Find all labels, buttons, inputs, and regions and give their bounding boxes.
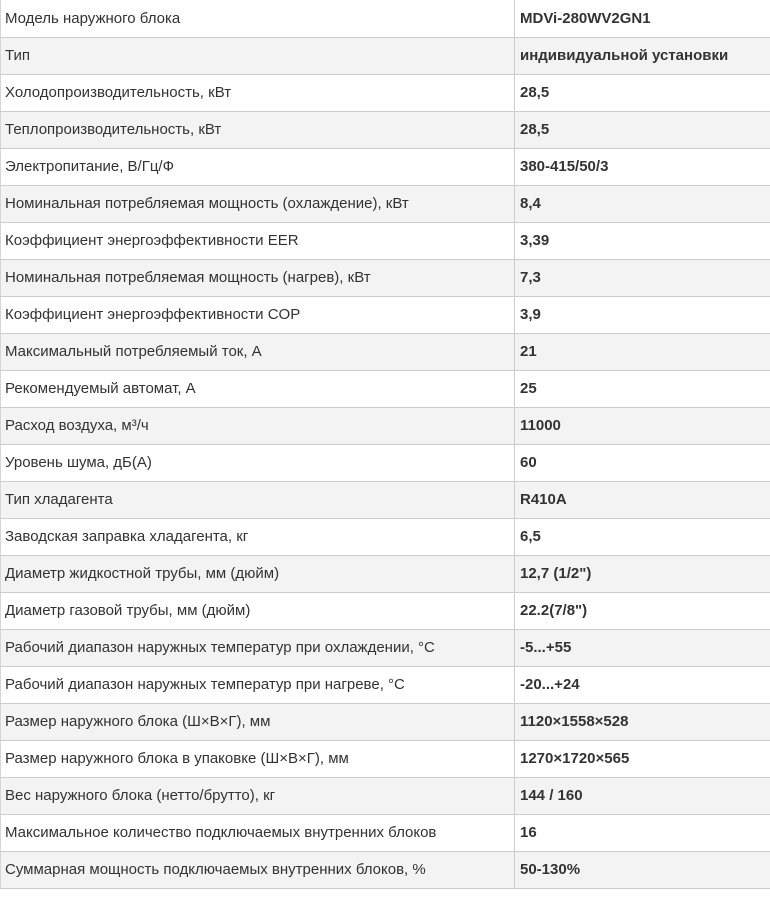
row-value: 12,7 (1/2") [515, 555, 770, 592]
row-value: 380-415/50/3 [515, 148, 770, 185]
row-value: 8,4 [515, 185, 770, 222]
row-value: 50-130% [515, 851, 770, 888]
row-value: MDVi-280WV2GN1 [515, 0, 770, 37]
table-row [1, 740, 770, 777]
row-value: -5...+55 [515, 629, 770, 666]
row-value: 7,3 [515, 259, 770, 296]
table-row [1, 481, 770, 518]
row-value: R410A [515, 481, 770, 518]
spec-table-body [1, 0, 770, 888]
table-row [1, 777, 770, 814]
row-label: Диаметр жидкостной трубы, мм (дюйм) [1, 555, 515, 592]
table-row [1, 555, 770, 592]
row-value: 16 [515, 814, 770, 851]
row-label: Максимальный потребляемый ток, А [1, 333, 515, 370]
table-row [1, 370, 770, 407]
row-value: -20...+24 [515, 666, 770, 703]
row-label: Заводская заправка хладагента, кг [1, 518, 515, 555]
table-row [1, 37, 770, 74]
row-value: 144 / 160 [515, 777, 770, 814]
row-value: 3,9 [515, 296, 770, 333]
row-label: Диаметр газовой трубы, мм (дюйм) [1, 592, 515, 629]
table-row [1, 666, 770, 703]
row-label: Максимальное количество подключаемых внутренних блоков [1, 814, 515, 851]
row-value: 22.2(7/8") [515, 592, 770, 629]
row-label: Теплопроизводительность, кВт [1, 111, 515, 148]
row-label: Коэффициент энергоэффективности EER [1, 222, 515, 259]
row-label: Коэффициент энергоэффективности COP [1, 296, 515, 333]
row-value: 6,5 [515, 518, 770, 555]
table-row [1, 148, 770, 185]
table-row [1, 592, 770, 629]
row-label: Номинальная потребляемая мощность (охлаждение), кВт [1, 185, 515, 222]
row-value: 28,5 [515, 74, 770, 111]
row-label: Уровень шума, дБ(А) [1, 444, 515, 481]
table-row [1, 111, 770, 148]
row-label: Рабочий диапазон наружных температур при нагреве, °С [1, 666, 515, 703]
row-value: 11000 [515, 407, 770, 444]
table-row [1, 444, 770, 481]
table-row [1, 703, 770, 740]
table-row [1, 74, 770, 111]
table-row [1, 0, 770, 37]
table-row [1, 296, 770, 333]
row-value: 1270×1720×565 [515, 740, 770, 777]
row-value: 1120×1558×528 [515, 703, 770, 740]
row-value: индивидуальной установки [515, 37, 770, 74]
row-label: Размер наружного блока (Ш×В×Г), мм [1, 703, 515, 740]
row-label: Тип [1, 37, 515, 74]
row-label: Размер наружного блока в упаковке (Ш×В×Г), мм [1, 740, 515, 777]
table-row [1, 259, 770, 296]
row-value: 21 [515, 333, 770, 370]
row-label: Электропитание, В/Гц/Ф [1, 148, 515, 185]
table-row [1, 222, 770, 259]
table-row [1, 629, 770, 666]
row-label: Холодопроизводительность, кВт [1, 74, 515, 111]
row-value: 60 [515, 444, 770, 481]
table-row [1, 407, 770, 444]
row-label: Вес наружного блока (нетто/брутто), кг [1, 777, 515, 814]
table-row [1, 814, 770, 851]
row-label: Рабочий диапазон наружных температур при охлаждении, °С [1, 629, 515, 666]
row-label: Рекомендуемый автомат, А [1, 370, 515, 407]
row-label: Расход воздуха, м³/ч [1, 407, 515, 444]
table-row [1, 518, 770, 555]
table-row [1, 851, 770, 888]
row-value: 25 [515, 370, 770, 407]
row-label: Номинальная потребляемая мощность (нагрев), кВт [1, 259, 515, 296]
row-label: Суммарная мощность подключаемых внутренних блоков, % [1, 851, 515, 888]
table-row [1, 185, 770, 222]
row-label: Модель наружного блока [1, 0, 515, 37]
row-value: 28,5 [515, 111, 770, 148]
table-row [1, 333, 770, 370]
row-value: 3,39 [515, 222, 770, 259]
row-label: Тип хладагента [1, 481, 515, 518]
